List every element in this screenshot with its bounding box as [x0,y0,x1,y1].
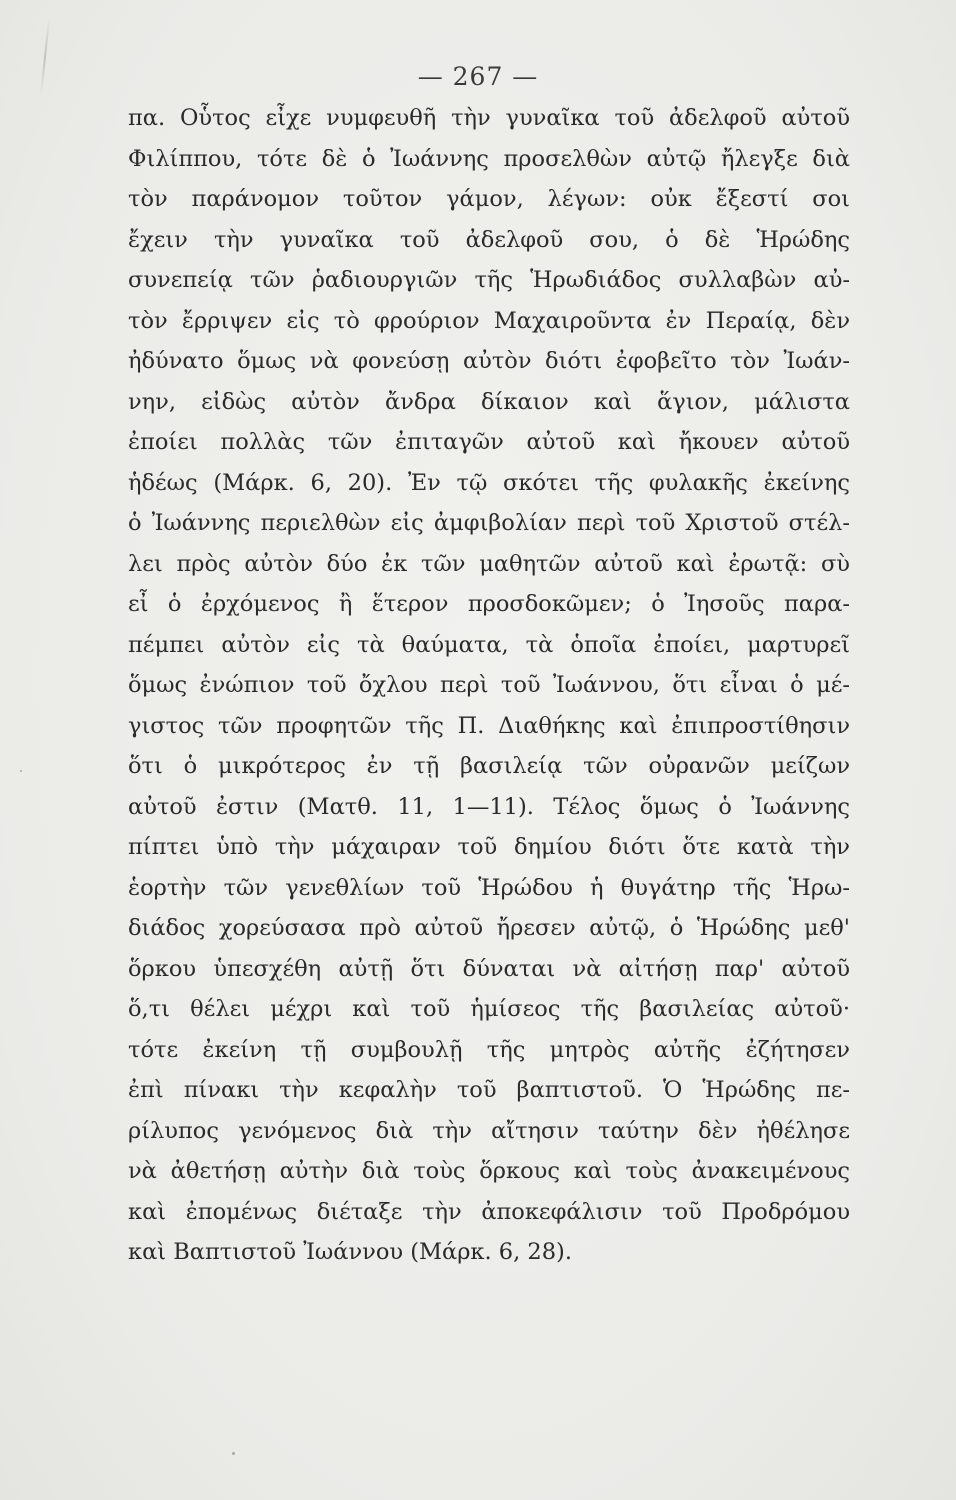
text-line: πα. Οὗτος εἶχε νυμφευθῆ τὴν γυναῖκα τοῦ ἀδελφοῦ αὐτοῦ [128,105,850,131]
paper-speck [20,770,22,772]
text-line: τότε ἐκείνη τῇ συμβουλῇ τῆς μητρὸς αὐτῆς ἐζήτησεν [128,1036,850,1063]
text-line: τὸν παράνομον τοῦτον γάμον, λέγων: οὐκ ἔξεστί σοι [128,186,850,212]
text-line: ὁ Ἰωάννης περιελθὼν εἰς ἀμφιβολίαν περὶ τοῦ Χριστοῦ στέλ- [128,510,850,536]
text-line: γιστος τῶν προφητῶν τῆς Π. Διαθήκης καὶ ἐπιπροστίθησιν [128,712,850,739]
text-line: ἑορτὴν τῶν γενεθλίων τοῦ Ἡρώδου ἡ θυγάτηρ τῆς Ἡρω- [128,874,850,901]
text-line: ἠδύνατο ὅμως νὰ φονεύσῃ αὐτὸν διότι ἐφοβεῖτο τὸν Ἰωάν- [128,348,850,374]
text-line: τὸν ἔρριψεν εἰς τὸ φρούριον Μαχαιροῦντα ἐν Περαίᾳ, δὲν [128,307,850,334]
text-line: ἡδέως (Μάρκ. 6, 20). Ἐν τῷ σκότει τῆς φυλακῆς ἐκείνης [128,469,850,496]
text-line: καὶ Βαπτιστοῦ Ἰωάννου (Μάρκ. 6, 28). [128,1239,572,1265]
text-line: ρίλυπος γενόμενος διὰ τὴν αἴτησιν ταύτην δὲν ἠθέλησε [128,1117,850,1144]
text-line: ὅρκου ὑπεσχέθη αὐτῇ ὅτι δύναται νὰ αἰτήσῃ παρ' αὐτοῦ [128,955,850,982]
text-line: νην, εἰδὼς αὐτὸν ἄνδρα δίκαιον καὶ ἅγιον, μάλιστα [128,388,850,415]
paper-speck [232,1452,235,1455]
text-line: ὅμως ἐνώπιον τοῦ ὄχλου περὶ τοῦ Ἰωάννου, ὅτι εἶναι ὁ μέ- [128,672,850,698]
text-line: ἐπὶ πίνακι τὴν κεφαλὴν τοῦ βαπτιστοῦ. Ὁ Ἡρώδης πε- [128,1077,850,1103]
page-number: — 267 — [417,62,539,91]
text-line: αὐτοῦ ἐστιν (Ματθ. 11, 1—11). Τέλος ὅμως ὁ Ἰωάννης [128,793,850,820]
text-line: λει πρὸς αὐτὸν δύο ἐκ τῶν μαθητῶν αὐτοῦ καὶ ἐρωτᾷ: σὺ [128,550,850,577]
text-line: ὅτι ὁ μικρότερος ἐν τῇ βασιλείᾳ τῶν οὐρανῶν μείζων [128,753,850,779]
text-line: συνεπείᾳ τῶν ῥαδιουργιῶν τῆς Ἡρωδιάδος συλλαβὼν αὐ- [128,267,850,293]
text-line: ἐποίει πολλὰς τῶν ἐπιταγῶν αὐτοῦ καὶ ἤκουεν αὐτοῦ [128,429,850,455]
text-line: εἶ ὁ ἐρχόμενος ἢ ἕτερον προσδοκῶμεν; ὁ Ἰησοῦς παρα- [128,591,850,617]
text-line: ἔχειν τὴν γυναῖκα τοῦ ἀδελφοῦ σου, ὁ δὲ Ἡρώδης [128,226,850,253]
text-line: Φιλίππου, τότε δὲ ὁ Ἰωάννης προσελθὼν αὐτῷ ἤλεγξε διὰ [128,145,850,172]
text-line: πίπτει ὑπὸ τὴν μάχαιραν τοῦ δημίου διότι ὅτε κατὰ τὴν [128,834,850,860]
text-line: πέμπει αὐτὸν εἰς τὰ θαύματα, τὰ ὁποῖα ἐποίει, μαρτυρεῖ [128,631,850,658]
text-line: νὰ ἀθετήσῃ αὐτὴν διὰ τοὺς ὅρκους καὶ τοὺς ἀνακειμένους [128,1158,850,1184]
text-line: διάδος χορεύσασα πρὸ αὐτοῦ ἤρεσεν αὐτῷ, ὁ Ἡρώδης μεθ' [128,915,850,941]
text-line: ὅ,τι θέλει μέχρι καὶ τοῦ ἡμίσεος τῆς βασιλείας αὐτοῦ· [128,996,850,1022]
text-line: καὶ ἐπομένως διέταξε τὴν ἀποκεφάλισιν τοῦ Προδρόμου [128,1198,850,1225]
body-text [128,98,850,1273]
